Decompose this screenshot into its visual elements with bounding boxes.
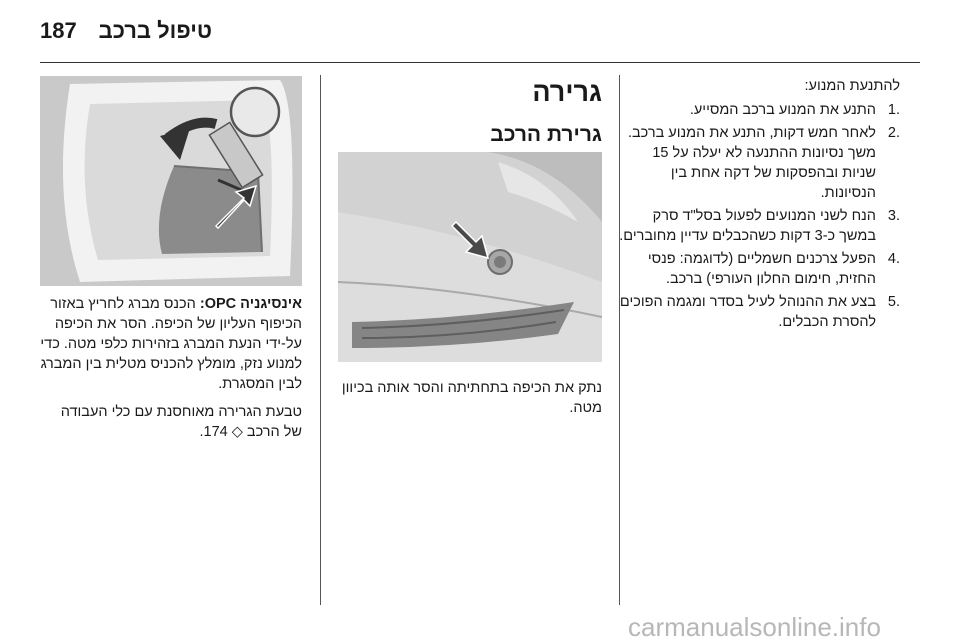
- header-divider: [40, 62, 920, 63]
- step-number: .2: [887, 125, 900, 141]
- steps-intro: להתנעת המנוע:: [804, 78, 900, 94]
- step-text: הנח לשני המנועים לפעול בסל"ד סרק במשך כ-3 דקות כשהכבלים עדיין מחוברים.: [619, 208, 876, 244]
- step-text: התנע את המנוע ברכב המסייע.: [689, 102, 876, 118]
- step-text: לאחר חמש דקות, התנע את המנוע ברכב. משך נסיונות ההתנעה לא יעלה על 15 שניות ובהפסקות של דקה אחת בין הנסיונות.: [627, 125, 876, 201]
- towing-eye-text: טבעת הגרירה מאוחסנת עם כלי העבודה של הרכב ◇ 174.: [60, 404, 302, 440]
- left-column: [40, 294, 302, 450]
- opc-label: אינסיגניה OPC:: [199, 296, 302, 312]
- column-divider-left: [320, 75, 321, 605]
- opc-text: הכנס מברג לחריץ באזור הכיפוף העליון של הכיפה. הסר את הכיפה על-ידי הנעת המברג בזהירות כלפי מטה. כדי למנוע נזק, מומלץ להכניס מטלית בין המברג לבין המסגרת.: [40, 296, 302, 392]
- section-subtitle: גרירת הרכב: [490, 123, 602, 146]
- step-number: .3: [887, 208, 900, 224]
- front-bumper-photo: [338, 152, 602, 362]
- step-number: .5: [887, 294, 900, 310]
- step-text: הפעל צרכנים חשמליים (לדוגמה: פנסי החזית, חימום החלון העורפי) ברכב.: [647, 251, 876, 287]
- list-item: [618, 100, 900, 120]
- page-number: 187: [40, 18, 77, 43]
- middle-column: [338, 76, 602, 148]
- bumper-caption: נתק את הכיפה בתחתיתה והסר אותה בכיוון מטה.: [341, 380, 602, 416]
- list-item: [618, 123, 900, 203]
- opc-paragraph: [40, 294, 302, 394]
- watermark-text: carmanualsonline.info: [628, 612, 881, 642]
- right-column: [618, 76, 900, 335]
- list-item: [618, 292, 900, 332]
- bumper-illustration: [338, 152, 602, 362]
- section-title: גרירה: [532, 77, 602, 107]
- step-text: בצע את ההנוהל לעיל בסדר ומגמה הפוכים להסרת הכבלים.: [619, 294, 876, 330]
- list-item: [618, 206, 900, 246]
- step-number: .1: [887, 102, 900, 118]
- list-item: [618, 249, 900, 289]
- step-number: .4: [887, 251, 900, 267]
- fog-lamp-photo: [40, 76, 302, 286]
- page-header-title: טיפול ברכב: [98, 18, 212, 43]
- fog-lamp-illustration: [40, 76, 302, 286]
- start-steps-list: [618, 100, 900, 332]
